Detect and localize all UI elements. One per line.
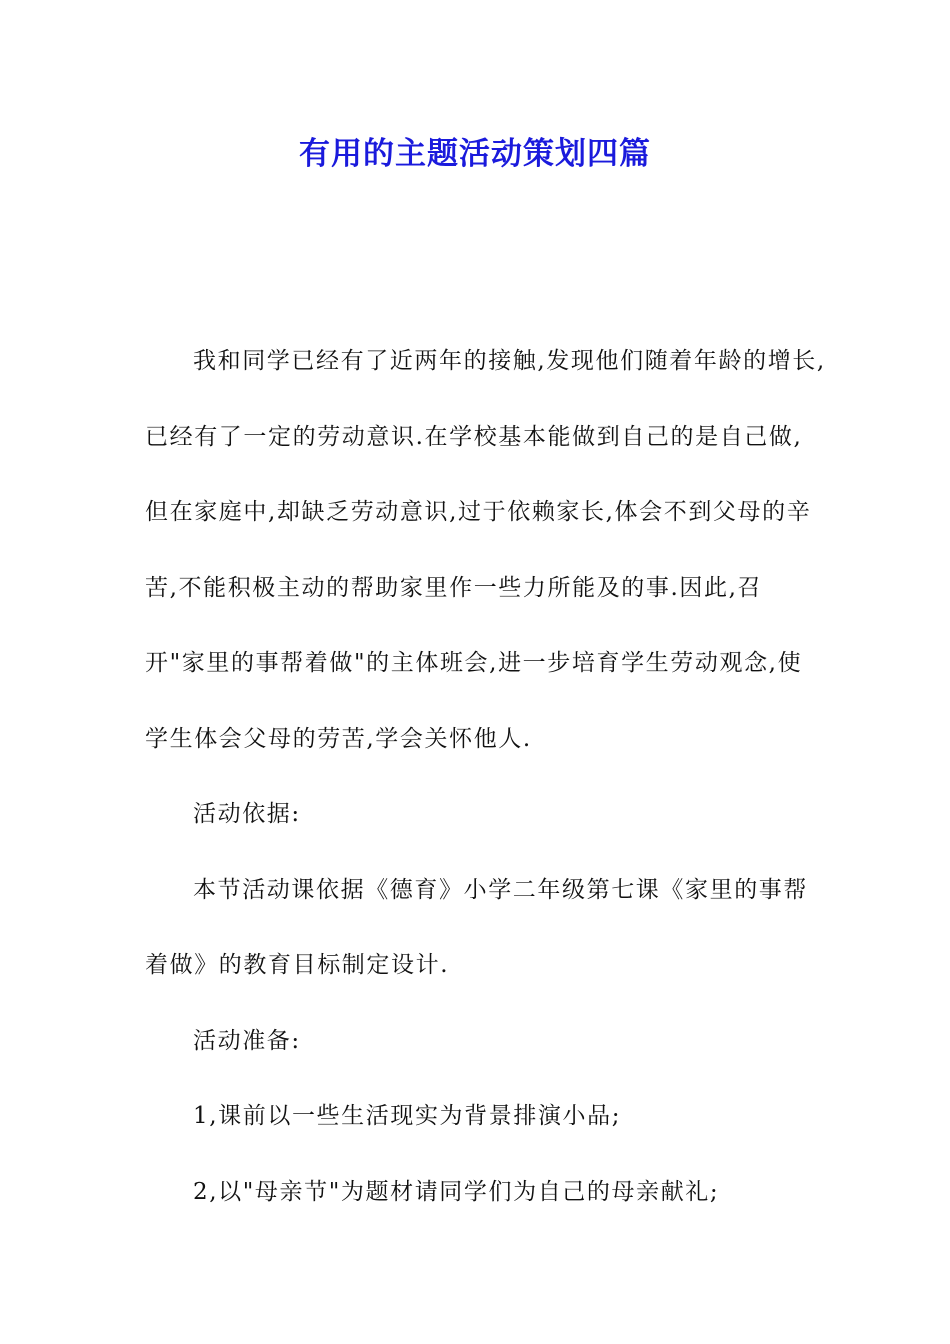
list-item: 2,以"母亲节"为题材请同学们为自己的母亲献礼; (193, 1178, 720, 1205)
section-heading-activity-preparation: 活动准备: (193, 1027, 301, 1054)
paragraph-line: 本节活动课依据《德育》小学二年级第七课《家里的事帮 (193, 876, 808, 903)
paragraph-line: 着做》的教育目标制定设计. (145, 952, 450, 978)
paragraph-line: 我和同学已经有了近两年的接触,发现他们随着年龄的增长, (193, 348, 826, 374)
document-title: 有用的主题活动策划四篇 (299, 136, 651, 172)
section-heading-activity-basis: 活动依据: (193, 801, 301, 827)
paragraph-line: 开"家里的事帮着做"的主体班会,进一步培育学生劳动观念,使 (145, 650, 803, 676)
paragraph-line: 学生体会父母的劳苦,学会关怀他人. (145, 725, 532, 752)
list-item: 1,课前以一些生活现实为背景排演小品; (193, 1103, 622, 1129)
paragraph-line: 但在家庭中,却缺乏劳动意识,过于依赖家长,体会不到父母的辛 (145, 499, 812, 525)
paragraph-line: 苦,不能积极主动的帮助家里作一些力所能及的事.因此,召 (145, 574, 763, 601)
paragraph-line: 已经有了一定的劳动意识.在学校基本能做到自己的是自己做, (145, 423, 803, 450)
document-body (145, 339, 826, 1245)
